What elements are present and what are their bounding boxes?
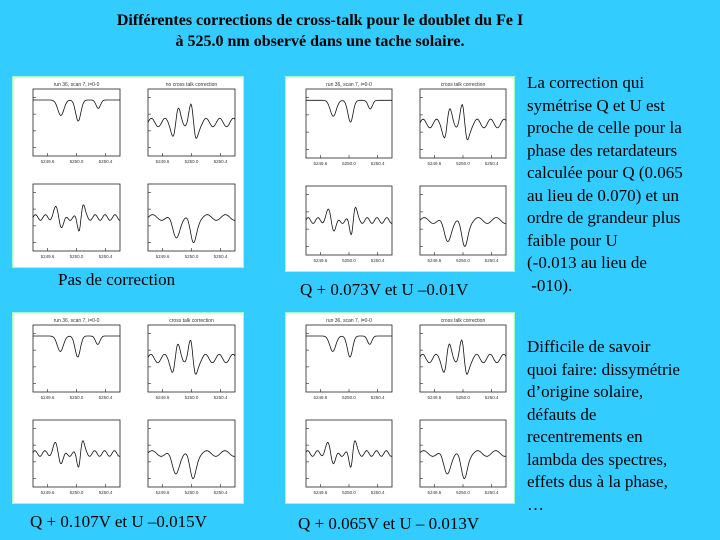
subplot-header: run 36, scan 7, i=0-0 bbox=[53, 82, 100, 88]
x-tick-label: 5250.0 bbox=[184, 490, 199, 495]
caption-correction-1: Q + 0.073V et U –0.01V bbox=[300, 280, 469, 299]
x-tick-label: 5250.0 bbox=[456, 258, 470, 263]
x-tick-label: 5250.0 bbox=[69, 395, 84, 400]
plot-panel-correction-1 bbox=[285, 76, 515, 272]
stokes-profile-curve bbox=[306, 336, 392, 357]
caption-no-correction: Pas de correction bbox=[58, 270, 176, 289]
x-tick-label: 5249.6 bbox=[427, 490, 442, 495]
stokes-subplot bbox=[148, 318, 235, 400]
x-tick-label: 5249.6 bbox=[40, 490, 55, 495]
x-tick-label: 5249.6 bbox=[40, 159, 55, 164]
x-tick-label: 5250.0 bbox=[342, 395, 356, 400]
stokes-profile-curve bbox=[306, 207, 392, 234]
stokes-subplot bbox=[148, 82, 235, 164]
subplot-header: run 36, scan 7, i=0-0 bbox=[53, 318, 100, 324]
plot-panel-no-correction bbox=[12, 76, 244, 268]
comment-1-line: faible pour U bbox=[527, 230, 618, 250]
x-tick-label: 5249.6 bbox=[313, 258, 328, 263]
stokes-profile-curve bbox=[420, 340, 506, 374]
x-tick-label: 5250.4 bbox=[98, 159, 113, 164]
x-tick-label: 5249.6 bbox=[155, 490, 170, 495]
stokes-subplot bbox=[306, 318, 392, 400]
caption-correction-3: Q + 0.065V et U – 0.013V bbox=[298, 514, 480, 533]
stokes-profile-curve bbox=[33, 441, 120, 467]
x-tick-label: 5250.0 bbox=[342, 161, 356, 166]
subplot-frame bbox=[306, 325, 392, 392]
x-tick-label: 5249.6 bbox=[313, 490, 328, 495]
x-tick-label: 5249.6 bbox=[313, 395, 328, 400]
x-tick-label: 5250.0 bbox=[69, 254, 84, 259]
comment-1-line: phase des retardateurs bbox=[527, 140, 678, 160]
subplot-frame bbox=[148, 184, 235, 251]
comment-block-1 bbox=[527, 72, 717, 297]
x-tick-label: 5250.0 bbox=[69, 490, 84, 495]
subplot-header: cross talk correction bbox=[440, 318, 486, 324]
comment-2-line: lambda des spectres, bbox=[527, 449, 668, 469]
x-tick-label: 5250.4 bbox=[370, 490, 385, 495]
stokes-subplot bbox=[33, 318, 120, 400]
x-tick-label: 5249.6 bbox=[427, 161, 442, 166]
stokes-subplot bbox=[420, 318, 506, 400]
stokes-profile-curve bbox=[420, 451, 506, 479]
x-tick-label: 5249.6 bbox=[155, 159, 170, 164]
stokes-profile-curve bbox=[306, 100, 392, 122]
comment-2-line: recentrements en bbox=[527, 427, 643, 446]
slide-title bbox=[60, 10, 580, 52]
title-line-2: à 525.0 nm observé dans une tache solaire. bbox=[175, 33, 465, 50]
x-tick-label: 5250.4 bbox=[484, 395, 499, 400]
stokes-profile-curve bbox=[33, 336, 120, 357]
x-tick-label: 5250.4 bbox=[98, 395, 113, 400]
stokes-profile-plots bbox=[286, 77, 514, 271]
comment-1-line: proche de celle pour la bbox=[527, 118, 682, 137]
stokes-profile-plots bbox=[13, 77, 243, 267]
stokes-subplot bbox=[420, 82, 506, 166]
title-line-1: Différentes corrections de cross-talk pour le doublet du Fe I bbox=[116, 12, 524, 29]
x-tick-label: 5250.0 bbox=[342, 258, 356, 263]
subplot-frame bbox=[306, 89, 392, 158]
comment-1-line: au lieu de 0.070) et un bbox=[527, 185, 680, 205]
x-tick-label: 5250.4 bbox=[98, 254, 113, 259]
x-tick-label: 5250.4 bbox=[370, 258, 385, 263]
subplot-header: run 36, scan 7, i=0-0 bbox=[326, 318, 372, 324]
x-tick-label: 5249.6 bbox=[427, 395, 442, 400]
comment-1-line: La correction qui bbox=[527, 73, 645, 92]
plot-panel-correction-2 bbox=[12, 312, 244, 504]
stokes-profile-plots bbox=[13, 313, 243, 503]
comment-2-line: … bbox=[527, 494, 544, 514]
stokes-subplot bbox=[148, 184, 235, 259]
x-tick-label: 5250.0 bbox=[184, 159, 199, 164]
x-tick-label: 5250.0 bbox=[456, 161, 470, 166]
x-tick-label: 5250.0 bbox=[456, 490, 470, 495]
x-tick-label: 5250.4 bbox=[370, 395, 385, 400]
x-tick-label: 5250.0 bbox=[184, 254, 199, 259]
x-tick-label: 5250.0 bbox=[184, 395, 199, 400]
x-tick-label: 5250.0 bbox=[69, 159, 84, 164]
subplot-header: cross talk correction bbox=[169, 318, 214, 324]
x-tick-label: 5250.4 bbox=[213, 490, 228, 495]
x-tick-label: 5249.6 bbox=[40, 254, 55, 259]
stokes-profile-curve bbox=[33, 100, 120, 121]
x-tick-label: 5249.6 bbox=[427, 258, 442, 263]
x-tick-label: 5250.0 bbox=[342, 490, 356, 495]
subplot-frame bbox=[420, 186, 506, 255]
x-tick-label: 5250.4 bbox=[484, 490, 499, 495]
stokes-profile-curve bbox=[420, 218, 506, 247]
x-tick-label: 5249.6 bbox=[40, 395, 55, 400]
stokes-subplot bbox=[148, 420, 235, 495]
stokes-subplot bbox=[420, 186, 506, 263]
subplot-frame bbox=[148, 89, 235, 156]
stokes-subplot bbox=[306, 186, 392, 263]
stokes-subplot bbox=[306, 82, 392, 166]
subplot-frame bbox=[33, 184, 120, 251]
caption-correction-2: Q + 0.107V et U –0.015V bbox=[30, 512, 207, 531]
x-tick-label: 5250.4 bbox=[213, 254, 228, 259]
stokes-profile-curve bbox=[148, 104, 235, 138]
stokes-subplot bbox=[420, 420, 506, 495]
x-tick-label: 5250.4 bbox=[98, 490, 113, 495]
stokes-profile-curve bbox=[148, 340, 235, 374]
comment-2-line: effets dus à la phase, bbox=[527, 472, 668, 491]
x-tick-label: 5250.4 bbox=[484, 161, 499, 166]
comment-1-line: (-0.013 au lieu de bbox=[527, 253, 647, 272]
stokes-subplot bbox=[33, 82, 120, 164]
x-tick-label: 5250.4 bbox=[370, 161, 385, 166]
comment-2-line: défauts de bbox=[527, 404, 597, 424]
subplot-frame bbox=[33, 325, 120, 392]
comment-2-line: quoi faire: dissymétrie bbox=[527, 359, 680, 379]
x-tick-label: 5249.6 bbox=[155, 254, 170, 259]
subplot-header: cross talk correction bbox=[440, 82, 486, 88]
stokes-profile-curve bbox=[148, 215, 235, 243]
plot-panel-correction-3 bbox=[285, 312, 515, 504]
subplot-header: no cross talk correction bbox=[165, 82, 218, 88]
x-tick-label: 5250.0 bbox=[456, 395, 470, 400]
subplot-header: run 36, scan 7, i=0-0 bbox=[326, 82, 372, 88]
x-tick-label: 5250.4 bbox=[213, 159, 228, 164]
stokes-profile-curve bbox=[33, 205, 120, 231]
stokes-subplot bbox=[306, 420, 392, 495]
subplot-frame bbox=[33, 89, 120, 156]
comment-2-line: Difficile de savoir bbox=[527, 337, 651, 356]
stokes-profile-plots bbox=[286, 313, 514, 503]
comment-1-line: -010). bbox=[527, 275, 573, 295]
stokes-profile-curve bbox=[148, 451, 235, 479]
comment-1-line: calculée pour Q (0.065 bbox=[527, 163, 683, 182]
comment-block-2 bbox=[527, 336, 717, 516]
comment-1-line: symétrise Q et U est bbox=[527, 95, 665, 115]
stokes-subplot bbox=[33, 184, 120, 259]
comment-2-line: d’origine solaire, bbox=[527, 382, 644, 401]
stokes-subplot bbox=[33, 420, 120, 495]
subplot-frame bbox=[148, 420, 235, 487]
x-tick-label: 5250.4 bbox=[213, 395, 228, 400]
x-tick-label: 5249.6 bbox=[313, 161, 328, 166]
stokes-profile-curve bbox=[420, 105, 506, 140]
x-tick-label: 5249.6 bbox=[155, 395, 170, 400]
x-tick-label: 5250.4 bbox=[484, 258, 499, 263]
stokes-profile-curve bbox=[306, 441, 392, 467]
comment-1-line: ordre de grandeur plus bbox=[527, 208, 681, 227]
